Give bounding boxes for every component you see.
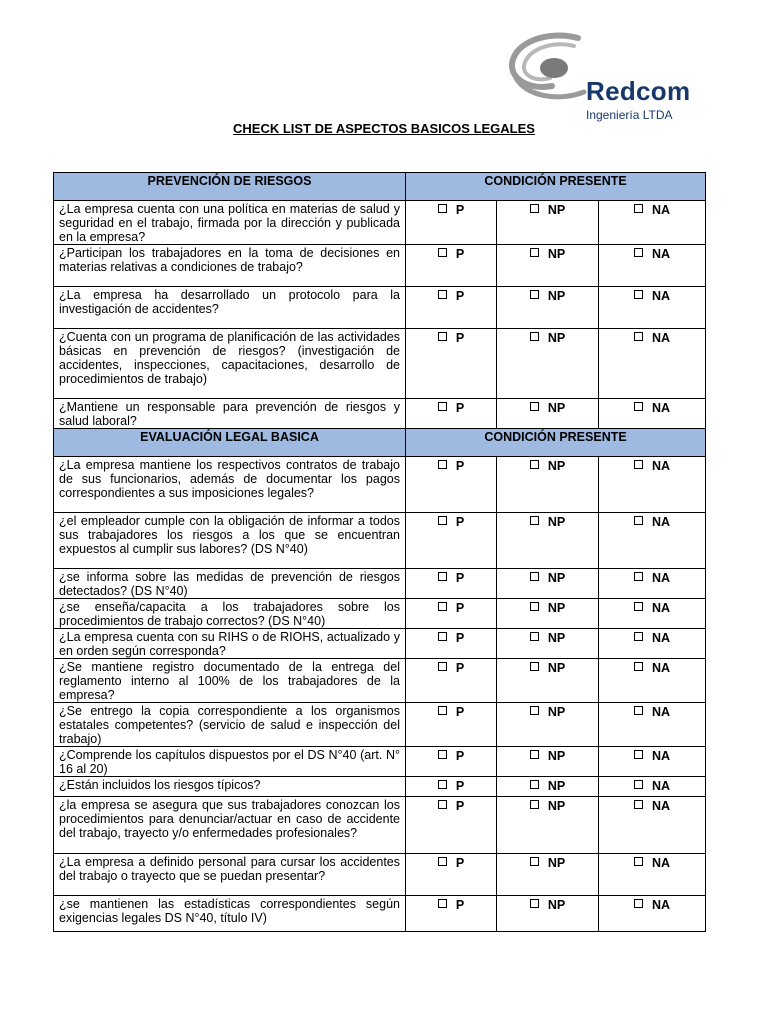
- checkbox-icon[interactable]: [438, 332, 447, 341]
- option-p-checkbox[interactable]: [406, 329, 497, 399]
- checkbox-icon[interactable]: [530, 516, 539, 525]
- option-label: P: [455, 705, 465, 719]
- checkbox-icon[interactable]: [530, 780, 539, 789]
- checkbox-icon[interactable]: [530, 632, 539, 641]
- option-p-checkbox[interactable]: [406, 854, 497, 896]
- question-text: ¿Se entrego la copia correspondiente a los organismos estatales competentes? (servicio de salud e inspección del trabajo): [54, 703, 406, 747]
- question-text: ¿Participan los trabajadores en la toma de decisiones en materias relativas a condiciones de trabajo?: [54, 245, 406, 287]
- checkbox-icon[interactable]: [634, 602, 643, 611]
- question-text: ¿Comprende los capítulos dispuestos por el DS N°40 (art. N° 16 al 20): [54, 747, 406, 777]
- option-p-checkbox[interactable]: [406, 513, 497, 569]
- option-p-checkbox[interactable]: [406, 287, 497, 329]
- table-row: [54, 399, 706, 429]
- option-label: NP: [547, 401, 566, 415]
- option-label: NP: [547, 631, 566, 645]
- checkbox-icon[interactable]: [438, 632, 447, 641]
- option-label: NA: [651, 401, 671, 415]
- section-heading: PREVENCIÓN DE RIESGOS: [54, 173, 406, 201]
- option-np-checkbox[interactable]: [497, 569, 599, 599]
- option-np-checkbox[interactable]: [497, 797, 599, 854]
- option-label: NP: [547, 661, 566, 675]
- question-text: ¿se mantienen las estadísticas correspondientes según exigencias legales DS N°40, título IV): [54, 896, 406, 932]
- checkbox-icon[interactable]: [634, 632, 643, 641]
- option-label: NP: [547, 898, 566, 912]
- option-label: P: [455, 459, 465, 473]
- table-row: [54, 599, 706, 629]
- option-label: NA: [651, 705, 671, 719]
- option-p-checkbox[interactable]: [406, 457, 497, 513]
- option-label: NP: [547, 571, 566, 585]
- option-label: NA: [651, 459, 671, 473]
- option-na-checkbox[interactable]: [599, 399, 706, 429]
- option-np-checkbox[interactable]: [497, 896, 599, 932]
- option-label: NP: [547, 515, 566, 529]
- condition-heading: CONDICIÓN PRESENTE: [406, 429, 706, 457]
- option-label: NA: [651, 571, 671, 585]
- checkbox-icon[interactable]: [634, 750, 643, 759]
- option-np-checkbox[interactable]: [497, 245, 599, 287]
- table-row: [54, 777, 706, 797]
- checkbox-icon[interactable]: [438, 750, 447, 759]
- checkbox-icon[interactable]: [438, 662, 447, 671]
- option-label: P: [455, 631, 465, 645]
- checkbox-icon[interactable]: [438, 899, 447, 908]
- option-na-checkbox[interactable]: [599, 703, 706, 747]
- option-p-checkbox[interactable]: [406, 896, 497, 932]
- question-text: ¿Están incluidos los riesgos típicos?: [54, 777, 406, 797]
- checkbox-icon[interactable]: [634, 460, 643, 469]
- option-label: NA: [651, 631, 671, 645]
- option-label: P: [455, 289, 465, 303]
- checkbox-icon[interactable]: [530, 572, 539, 581]
- checkbox-icon[interactable]: [438, 460, 447, 469]
- checklist-table: [53, 172, 706, 932]
- option-label: NA: [651, 856, 671, 870]
- table-row: [54, 569, 706, 599]
- option-label: NP: [547, 331, 566, 345]
- question-text: ¿se informa sobre las medidas de prevención de riesgos detectados? (DS N°40): [54, 569, 406, 599]
- checkbox-icon[interactable]: [634, 332, 643, 341]
- checkbox-icon[interactable]: [634, 572, 643, 581]
- option-na-checkbox[interactable]: [599, 797, 706, 854]
- option-na-checkbox[interactable]: [599, 457, 706, 513]
- option-label: P: [455, 898, 465, 912]
- option-p-checkbox[interactable]: [406, 599, 497, 629]
- checkbox-icon[interactable]: [438, 780, 447, 789]
- table-row: [54, 659, 706, 703]
- option-np-checkbox[interactable]: [497, 399, 599, 429]
- option-label: NA: [651, 779, 671, 793]
- option-na-checkbox[interactable]: [599, 854, 706, 896]
- option-np-checkbox[interactable]: [497, 747, 599, 777]
- option-p-checkbox[interactable]: [406, 703, 497, 747]
- option-label: NP: [547, 705, 566, 719]
- option-na-checkbox[interactable]: [599, 245, 706, 287]
- option-na-checkbox[interactable]: [599, 287, 706, 329]
- option-np-checkbox[interactable]: [497, 777, 599, 797]
- checkbox-icon[interactable]: [530, 204, 539, 213]
- checkbox-icon[interactable]: [530, 602, 539, 611]
- option-label: NP: [547, 459, 566, 473]
- option-p-checkbox[interactable]: [406, 659, 497, 703]
- option-p-checkbox[interactable]: [406, 569, 497, 599]
- question-text: ¿se enseña/capacita a los trabajadores sobre los procedimientos de trabajo correctos? (DS N°40): [54, 599, 406, 629]
- option-p-checkbox[interactable]: [406, 797, 497, 854]
- question-text: ¿La empresa mantiene los respectivos contratos de trabajo de sus funcionarios, además de documentar los pagos correspondientes a sus imposiciones legales?: [54, 457, 406, 513]
- table-row: [54, 201, 706, 245]
- checkbox-icon[interactable]: [634, 402, 643, 411]
- option-p-checkbox[interactable]: [406, 629, 497, 659]
- option-np-checkbox[interactable]: [497, 854, 599, 896]
- option-label: NA: [651, 661, 671, 675]
- option-p-checkbox[interactable]: [406, 245, 497, 287]
- condition-heading: CONDICIÓN PRESENTE: [406, 173, 706, 201]
- checkbox-icon[interactable]: [438, 602, 447, 611]
- checkbox-icon[interactable]: [530, 857, 539, 866]
- table-row: [54, 287, 706, 329]
- checkbox-icon[interactable]: [438, 290, 447, 299]
- option-label: NP: [547, 749, 566, 763]
- option-p-checkbox[interactable]: [406, 747, 497, 777]
- option-label: NA: [651, 203, 671, 217]
- option-label: P: [455, 571, 465, 585]
- option-na-checkbox[interactable]: [599, 659, 706, 703]
- question-text: ¿La empresa ha desarrollado un protocolo para la investigación de accidentes?: [54, 287, 406, 329]
- option-np-checkbox[interactable]: [497, 329, 599, 399]
- checkbox-icon[interactable]: [634, 290, 643, 299]
- section-header-row: [54, 173, 706, 201]
- checkbox-icon[interactable]: [438, 800, 447, 809]
- option-label: NA: [651, 515, 671, 529]
- table-row: [54, 703, 706, 747]
- checkbox-icon[interactable]: [438, 706, 447, 715]
- option-label: P: [455, 203, 465, 217]
- option-label: P: [455, 601, 465, 615]
- question-text: ¿La empresa cuenta con una política en materias de salud y seguridad en el trabajo, firmada por la dirección y publicada en la empresa?: [54, 201, 406, 245]
- question-text: ¿La empresa cuenta con su RIHS o de RIOHS, actualizado y en orden según corresponda?: [54, 629, 406, 659]
- checkbox-icon[interactable]: [530, 800, 539, 809]
- option-label: NP: [547, 779, 566, 793]
- question-text: ¿Se mantiene registro documentado de la entrega del reglamento interno al 100% de los trabajadores de la empresa?: [54, 659, 406, 703]
- option-label: NA: [651, 749, 671, 763]
- option-label: NP: [547, 799, 566, 813]
- question-text: ¿la empresa se asegura que sus trabajadores conozcan los procedimientos para denunciar/actuar en caso de accidente del trabajo, trayecto y/o enfermedades profesionales?: [54, 797, 406, 854]
- option-np-checkbox[interactable]: [497, 287, 599, 329]
- table-row: [54, 513, 706, 569]
- option-na-checkbox[interactable]: [599, 896, 706, 932]
- option-label: P: [455, 856, 465, 870]
- option-label: NP: [547, 601, 566, 615]
- table-row: [54, 245, 706, 287]
- table-row: [54, 329, 706, 399]
- checkbox-icon[interactable]: [530, 332, 539, 341]
- table-row: [54, 629, 706, 659]
- option-np-checkbox[interactable]: [497, 599, 599, 629]
- option-na-checkbox[interactable]: [599, 747, 706, 777]
- option-label: NP: [547, 289, 566, 303]
- checkbox-icon[interactable]: [634, 516, 643, 525]
- option-na-checkbox[interactable]: [599, 513, 706, 569]
- option-p-checkbox[interactable]: [406, 777, 497, 797]
- checkbox-icon[interactable]: [438, 516, 447, 525]
- option-np-checkbox[interactable]: [497, 201, 599, 245]
- company-logo: [508, 32, 708, 124]
- option-label: NA: [651, 247, 671, 261]
- question-text: ¿Cuenta con un programa de planificación de las actividades básicas en prevención de riesgos? (investigación de accidentes, inspecciones, capacitaciones, desarrollo de procedimientos de trabajo): [54, 329, 406, 399]
- logo-swoosh-icon: [508, 32, 588, 104]
- table-row: [54, 457, 706, 513]
- logo-name: Redcom: [586, 76, 691, 106]
- logo-subtitle: Ingeniería LTDA: [586, 108, 673, 122]
- checkbox-icon[interactable]: [438, 402, 447, 411]
- checkbox-icon[interactable]: [530, 706, 539, 715]
- checkbox-icon[interactable]: [530, 899, 539, 908]
- checkbox-icon[interactable]: [634, 248, 643, 257]
- option-label: NP: [547, 856, 566, 870]
- option-label: NA: [651, 898, 671, 912]
- checkbox-icon[interactable]: [530, 290, 539, 299]
- option-label: NA: [651, 601, 671, 615]
- section-heading: EVALUACIÓN LEGAL BASICA: [54, 429, 406, 457]
- table-row: [54, 854, 706, 896]
- option-np-checkbox[interactable]: [497, 659, 599, 703]
- checkbox-icon[interactable]: [530, 750, 539, 759]
- option-label: NA: [651, 331, 671, 345]
- option-label: P: [455, 401, 465, 415]
- option-label: P: [455, 515, 465, 529]
- option-label: NA: [651, 289, 671, 303]
- option-p-checkbox[interactable]: [406, 399, 497, 429]
- option-na-checkbox[interactable]: [599, 201, 706, 245]
- checkbox-icon[interactable]: [438, 204, 447, 213]
- table-row: [54, 896, 706, 932]
- checkbox-icon[interactable]: [634, 204, 643, 213]
- option-label: P: [455, 749, 465, 763]
- option-np-checkbox[interactable]: [497, 703, 599, 747]
- question-text: ¿el empleador cumple con la obligación de informar a todos sus trabajadores los riesgos a los que se encuentran expuestos al cumplir sus labores? (DS N°40): [54, 513, 406, 569]
- option-na-checkbox[interactable]: [599, 329, 706, 399]
- option-label: P: [455, 247, 465, 261]
- checkbox-icon[interactable]: [438, 572, 447, 581]
- checkbox-icon[interactable]: [530, 248, 539, 257]
- option-na-checkbox[interactable]: [599, 777, 706, 797]
- option-label: NA: [651, 799, 671, 813]
- question-text: ¿Mantiene un responsable para prevención de riesgos y salud laboral?: [54, 399, 406, 429]
- question-text: ¿La empresa a definido personal para cursar los accidentes del trabajo o trayecto que se puedan presentar?: [54, 854, 406, 896]
- option-na-checkbox[interactable]: [599, 569, 706, 599]
- checkbox-icon[interactable]: [530, 662, 539, 671]
- option-label: P: [455, 799, 465, 813]
- option-p-checkbox[interactable]: [406, 201, 497, 245]
- checkbox-icon[interactable]: [530, 402, 539, 411]
- option-label: NP: [547, 203, 566, 217]
- checkbox-icon[interactable]: [634, 800, 643, 809]
- option-na-checkbox[interactable]: [599, 599, 706, 629]
- option-label: P: [455, 661, 465, 675]
- checkbox-icon[interactable]: [438, 857, 447, 866]
- checkbox-icon[interactable]: [530, 460, 539, 469]
- option-label: P: [455, 331, 465, 345]
- option-np-checkbox[interactable]: [497, 513, 599, 569]
- option-np-checkbox[interactable]: [497, 629, 599, 659]
- option-label: NP: [547, 247, 566, 261]
- checkbox-icon[interactable]: [634, 780, 643, 789]
- checkbox-icon[interactable]: [634, 662, 643, 671]
- section-header-row: [54, 429, 706, 457]
- checkbox-icon[interactable]: [634, 857, 643, 866]
- document-title: CHECK LIST DE ASPECTOS BASICOS LEGALES: [233, 121, 535, 136]
- table-row: [54, 797, 706, 854]
- option-na-checkbox[interactable]: [599, 629, 706, 659]
- option-np-checkbox[interactable]: [497, 457, 599, 513]
- table-row: [54, 747, 706, 777]
- checkbox-icon[interactable]: [634, 706, 643, 715]
- checkbox-icon[interactable]: [634, 899, 643, 908]
- option-label: P: [455, 779, 465, 793]
- checkbox-icon[interactable]: [438, 248, 447, 257]
